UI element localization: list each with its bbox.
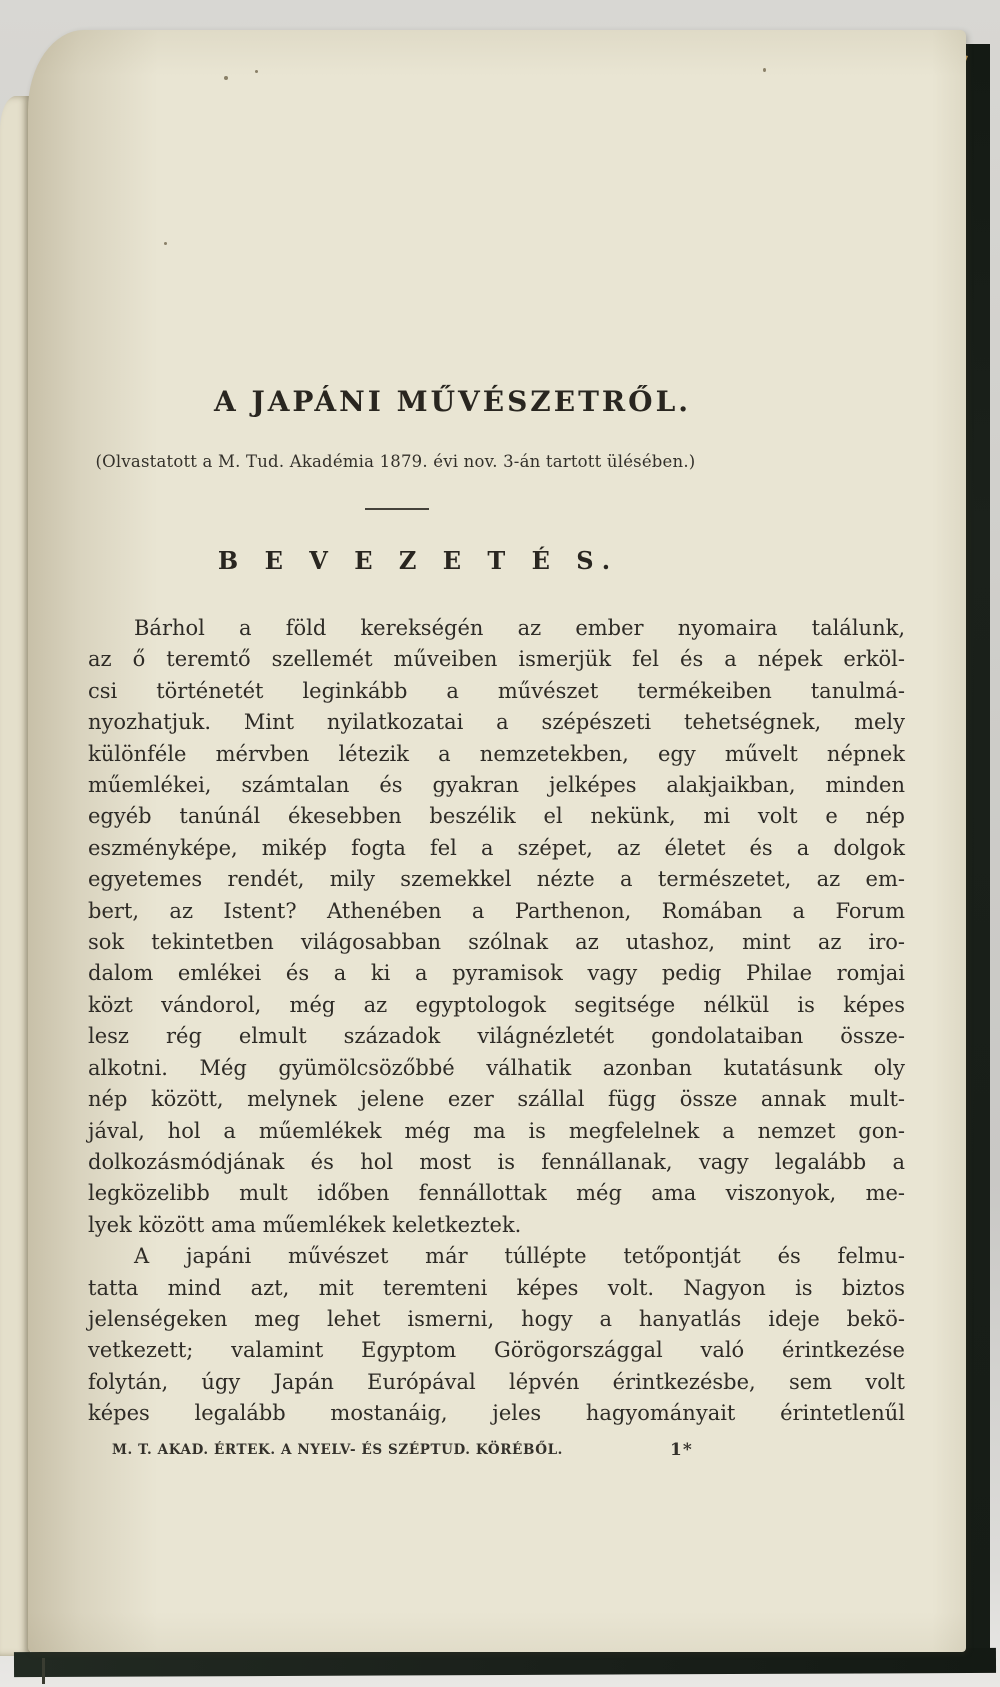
body-text xyxy=(88,613,905,1430)
body-line: jával, hol a műemlékek még ma is megfelelnek a nemzet gon- xyxy=(88,1118,905,1143)
section-heading: B E V E Z E T É S. xyxy=(217,546,620,575)
body-line: műemlékei, számtalan és gyakran jelképes alakjaikban, minden xyxy=(88,773,905,798)
body-line: csi történetét leginkább a művészet termékeiben tanulmá- xyxy=(88,678,905,703)
page-footer xyxy=(88,1440,905,1466)
page-title: A JAPÁNI MŰVÉSZETRŐL. xyxy=(213,385,692,418)
footer-imprint: M. T. AKAD. ÉRTEK. A NYELV- ÉS SZÉPTUD. KÖRÉBŐL. xyxy=(112,1441,563,1458)
bookmark-thread xyxy=(42,1658,45,1684)
previous-page-edge xyxy=(0,96,30,1656)
body-line: vetkezett; valamint Egyptom Görögországgal való érintkezése xyxy=(88,1338,905,1363)
body-line: jelenségeken meg lehet ismerni, hogy a hanyatlás ideje bekö- xyxy=(88,1306,905,1331)
dust-speck xyxy=(224,76,228,80)
page-content xyxy=(88,383,905,1466)
divider-rule xyxy=(365,508,429,510)
body-line: folytán, úgy Japán Európával lépvén érintkezésbe, sem volt xyxy=(88,1369,905,1394)
book-cover-bottom-edge xyxy=(14,1648,996,1677)
body-line: eszményképe, mikép fogta fel a szépet, az életet és a dolgok xyxy=(88,835,905,860)
body-line: dalom emlékei és a ki a pyramisok vagy pedig Philae romjai xyxy=(88,961,905,986)
body-line: Bárhol a föld kerekségén az ember nyomaira találunk, xyxy=(134,616,905,640)
dust-speck xyxy=(164,242,167,245)
body-line: bert, az Istent? Athenében a Parthenon, Romában a Forum xyxy=(88,898,905,923)
body-line: különféle mérvben létezik a nemzetekben, egy művelt népnek xyxy=(88,741,905,766)
body-line: egyetemes rendét, mily szemekkel nézte a természetet, az em- xyxy=(88,867,905,892)
body-line: nép között, melynek jelene ezer szállal függ össze annak mult- xyxy=(88,1087,905,1112)
lecture-note: (Olvastatott a M. Tud. Akadémia 1879. évi nov. 3-án tartott ülésében.) xyxy=(95,452,696,471)
dust-speck xyxy=(255,70,258,73)
paragraph xyxy=(88,613,905,1241)
body-line: közt vándorol, még az egyptologok segitsége nélkül is képes xyxy=(88,992,905,1017)
body-line: legközelibb mult időben fennállottak még ama viszonyok, me- xyxy=(88,1181,905,1206)
body-line: lesz rég elmult századok világnézletét gondolataiban össze- xyxy=(88,1024,905,1049)
body-line: képes legalább mostanáig, jeles hagyományait érintetlenűl xyxy=(88,1401,905,1426)
body-line: A japáni művészet már túllépte tetőpontját és felmu- xyxy=(134,1244,905,1269)
body-line: tatta mind azt, mit teremteni képes volt. Nagyon is biztos xyxy=(88,1275,905,1300)
body-line: nyozhatjuk. Mint nyilatkozatai a szépészeti tehetségnek, mely xyxy=(88,710,905,735)
dust-speck xyxy=(763,68,766,72)
body-line: alkotni. Még gyümölcsözőbbé válhatik azonban kutatásunk oly xyxy=(88,1055,905,1080)
paragraph xyxy=(88,1241,905,1429)
body-line: dolkozásmódjának és hol most is fennállanak, vagy legalább a xyxy=(88,1149,905,1174)
footer-signature: 1* xyxy=(670,1439,693,1460)
body-line: az ő teremtő szellemét műveiben ismerjük fel és a népek erköl- xyxy=(88,647,905,672)
body-line: lyek között ama műemlékek keletkeztek. xyxy=(88,1212,522,1237)
body-line: egyéb tanúnál ékesebben beszélik el nekünk, mi volt e nép xyxy=(88,804,905,829)
body-line: sok tekintetben világosabban szólnak az utashoz, mint az iro- xyxy=(88,930,905,955)
book-page xyxy=(28,30,966,1652)
